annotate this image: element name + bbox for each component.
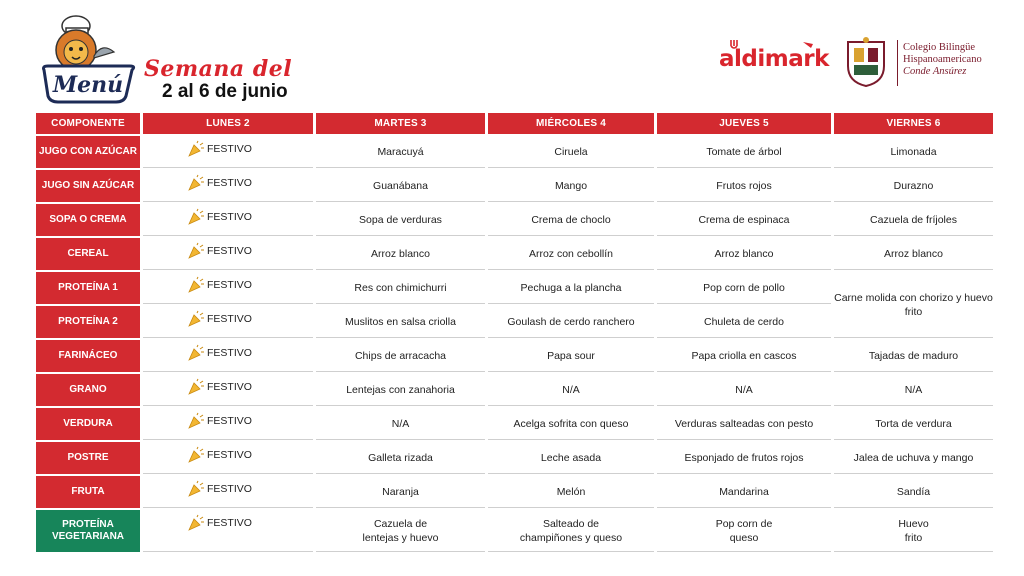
school-divider <box>897 40 898 86</box>
party-popper-icon <box>187 480 205 498</box>
party-popper-icon <box>187 446 205 464</box>
monday-cell <box>143 374 313 406</box>
wednesday-cell: Melón <box>488 476 654 508</box>
monday-cell <box>143 136 313 168</box>
friday-cell: Torta de verdura <box>834 408 993 440</box>
wednesday-cell: Crema de choclo <box>488 204 654 236</box>
thursday-cell: Mandarina <box>657 476 831 508</box>
tuesday-cell: Cazuela de lentejas y huevo <box>316 510 485 552</box>
school-line-1: Colegio Bilingüe <box>903 42 976 53</box>
table-row <box>36 510 993 552</box>
holiday-label: FESTIVO <box>207 415 252 427</box>
party-popper-icon <box>187 174 205 192</box>
holiday-label: FESTIVO <box>207 483 252 495</box>
monday-cell <box>143 272 313 304</box>
monday-cell <box>143 442 313 474</box>
aldimark-brand: aldimark <box>719 46 829 72</box>
wednesday-cell: Pechuga a la plancha <box>488 272 654 304</box>
holiday-label: FESTIVO <box>207 279 252 291</box>
school-line-2: Hispanoamericano <box>903 54 982 65</box>
party-popper-icon <box>187 310 205 328</box>
holiday-label: FESTIVO <box>207 245 252 257</box>
tuesday-cell: Guanábana <box>316 170 485 202</box>
holiday-label: FESTIVO <box>207 177 252 189</box>
thursday-cell: Papa criolla en cascos <box>657 340 831 372</box>
component-label: SOPA O CREMA <box>36 204 140 236</box>
school-line-3: Conde Ansúrez <box>903 66 967 77</box>
party-popper-icon <box>187 344 205 362</box>
component-label: JUGO SIN AZÚCAR <box>36 170 140 202</box>
column-header-friday: VIERNES 6 <box>834 113 993 134</box>
tuesday-cell: Chips de arracacha <box>316 340 485 372</box>
wednesday-cell: Salteado de champiñones y queso <box>488 510 654 552</box>
holiday-label: FESTIVO <box>207 449 252 461</box>
thursday-cell: Crema de espinaca <box>657 204 831 236</box>
monday-cell <box>143 306 313 338</box>
column-header-tuesday: MARTES 3 <box>316 113 485 134</box>
component-label: PROTEÍNA VEGETARIANA <box>36 510 140 552</box>
wednesday-cell: Goulash de cerdo ranchero <box>488 306 654 338</box>
wednesday-cell: N/A <box>488 374 654 406</box>
tuesday-cell: Lentejas con zanahoria <box>316 374 485 406</box>
friday-cell: Limonada <box>834 136 993 168</box>
holiday-label: FESTIVO <box>207 313 252 325</box>
thursday-cell: Verduras salteadas con pesto <box>657 408 831 440</box>
wednesday-cell: Mango <box>488 170 654 202</box>
thursday-cell: Arroz blanco <box>657 238 831 270</box>
friday-cell: Jalea de uchuva y mango <box>834 442 993 474</box>
table-row <box>36 170 993 202</box>
party-popper-icon <box>187 378 205 396</box>
column-header-monday: LUNES 2 <box>143 113 313 134</box>
friday-cell: Cazuela de fríjoles <box>834 204 993 236</box>
component-label: FARINÁCEO <box>36 340 140 372</box>
component-label: JUGO CON AZÚCAR <box>36 136 140 168</box>
thursday-cell: Tomate de árbol <box>657 136 831 168</box>
wednesday-cell: Papa sour <box>488 340 654 372</box>
component-label: POSTRE <box>36 442 140 474</box>
thursday-cell: Pop corn de queso <box>657 510 831 552</box>
tuesday-cell: Arroz blanco <box>316 238 485 270</box>
component-label: PROTEÍNA 1 <box>36 272 140 304</box>
table-row <box>36 408 993 440</box>
monday-cell <box>143 238 313 270</box>
lion-chef-mascot-logo <box>38 12 138 104</box>
tuesday-cell: Muslitos en salsa criolla <box>316 306 485 338</box>
table-row <box>36 476 993 508</box>
holiday-label: FESTIVO <box>207 517 252 529</box>
column-header-thursday: JUEVES 5 <box>657 113 831 134</box>
party-popper-icon <box>187 208 205 226</box>
thursday-cell: Esponjado de frutos rojos <box>657 442 831 474</box>
monday-cell <box>143 510 313 552</box>
friday-cell-merged: Carne molida con chorizo y huevo frito <box>834 272 993 338</box>
table-row <box>36 442 993 474</box>
holiday-label: FESTIVO <box>207 211 252 223</box>
table-row <box>36 340 993 372</box>
wednesday-cell: Leche asada <box>488 442 654 474</box>
friday-cell: N/A <box>834 374 993 406</box>
component-label: VERDURA <box>36 408 140 440</box>
friday-cell: Arroz blanco <box>834 238 993 270</box>
week-dates: 2 al 6 de junio <box>162 81 288 102</box>
party-popper-icon <box>187 412 205 430</box>
thursday-cell: Pop corn de pollo <box>657 272 831 304</box>
holiday-label: FESTIVO <box>207 347 252 359</box>
party-popper-icon <box>187 140 205 158</box>
column-header-component: COMPONENTE <box>36 113 140 134</box>
friday-cell: Durazno <box>834 170 993 202</box>
thursday-cell: N/A <box>657 374 831 406</box>
menu-word: Menú <box>52 72 124 98</box>
tuesday-cell: Naranja <box>316 476 485 508</box>
table-row <box>36 374 993 406</box>
tuesday-cell: Maracuyá <box>316 136 485 168</box>
wednesday-cell: Acelga sofrita con queso <box>488 408 654 440</box>
monday-cell <box>143 340 313 372</box>
table-row <box>36 238 993 270</box>
table-row <box>36 272 993 304</box>
component-label: CEREAL <box>36 238 140 270</box>
friday-cell: Sandía <box>834 476 993 508</box>
holiday-label: FESTIVO <box>207 381 252 393</box>
weekly-menu-table <box>33 111 996 554</box>
school-crest <box>840 36 892 88</box>
component-label: FRUTA <box>36 476 140 508</box>
table-header-row <box>36 113 993 134</box>
wednesday-cell: Ciruela <box>488 136 654 168</box>
friday-cell: Tajadas de maduro <box>834 340 993 372</box>
week-title: Semana del <box>144 56 293 82</box>
monday-cell <box>143 170 313 202</box>
table-row <box>36 204 993 236</box>
column-header-wednesday: MIÉRCOLES 4 <box>488 113 654 134</box>
holiday-label: FESTIVO <box>207 143 252 155</box>
party-popper-icon <box>187 276 205 294</box>
monday-cell <box>143 476 313 508</box>
thursday-cell: Chuleta de cerdo <box>657 306 831 338</box>
party-popper-icon <box>187 242 205 260</box>
tuesday-cell: Galleta rizada <box>316 442 485 474</box>
component-label: PROTEÍNA 2 <box>36 306 140 338</box>
table-row <box>36 136 993 168</box>
tuesday-cell: Res con chimichurri <box>316 272 485 304</box>
monday-cell <box>143 408 313 440</box>
party-popper-icon <box>187 514 205 532</box>
thursday-cell: Frutos rojos <box>657 170 831 202</box>
component-label: GRANO <box>36 374 140 406</box>
friday-cell: Huevo frito <box>834 510 993 552</box>
monday-cell <box>143 204 313 236</box>
tuesday-cell: Sopa de verduras <box>316 204 485 236</box>
wednesday-cell: Arroz con cebollín <box>488 238 654 270</box>
school-name <box>903 42 982 78</box>
tuesday-cell: N/A <box>316 408 485 440</box>
